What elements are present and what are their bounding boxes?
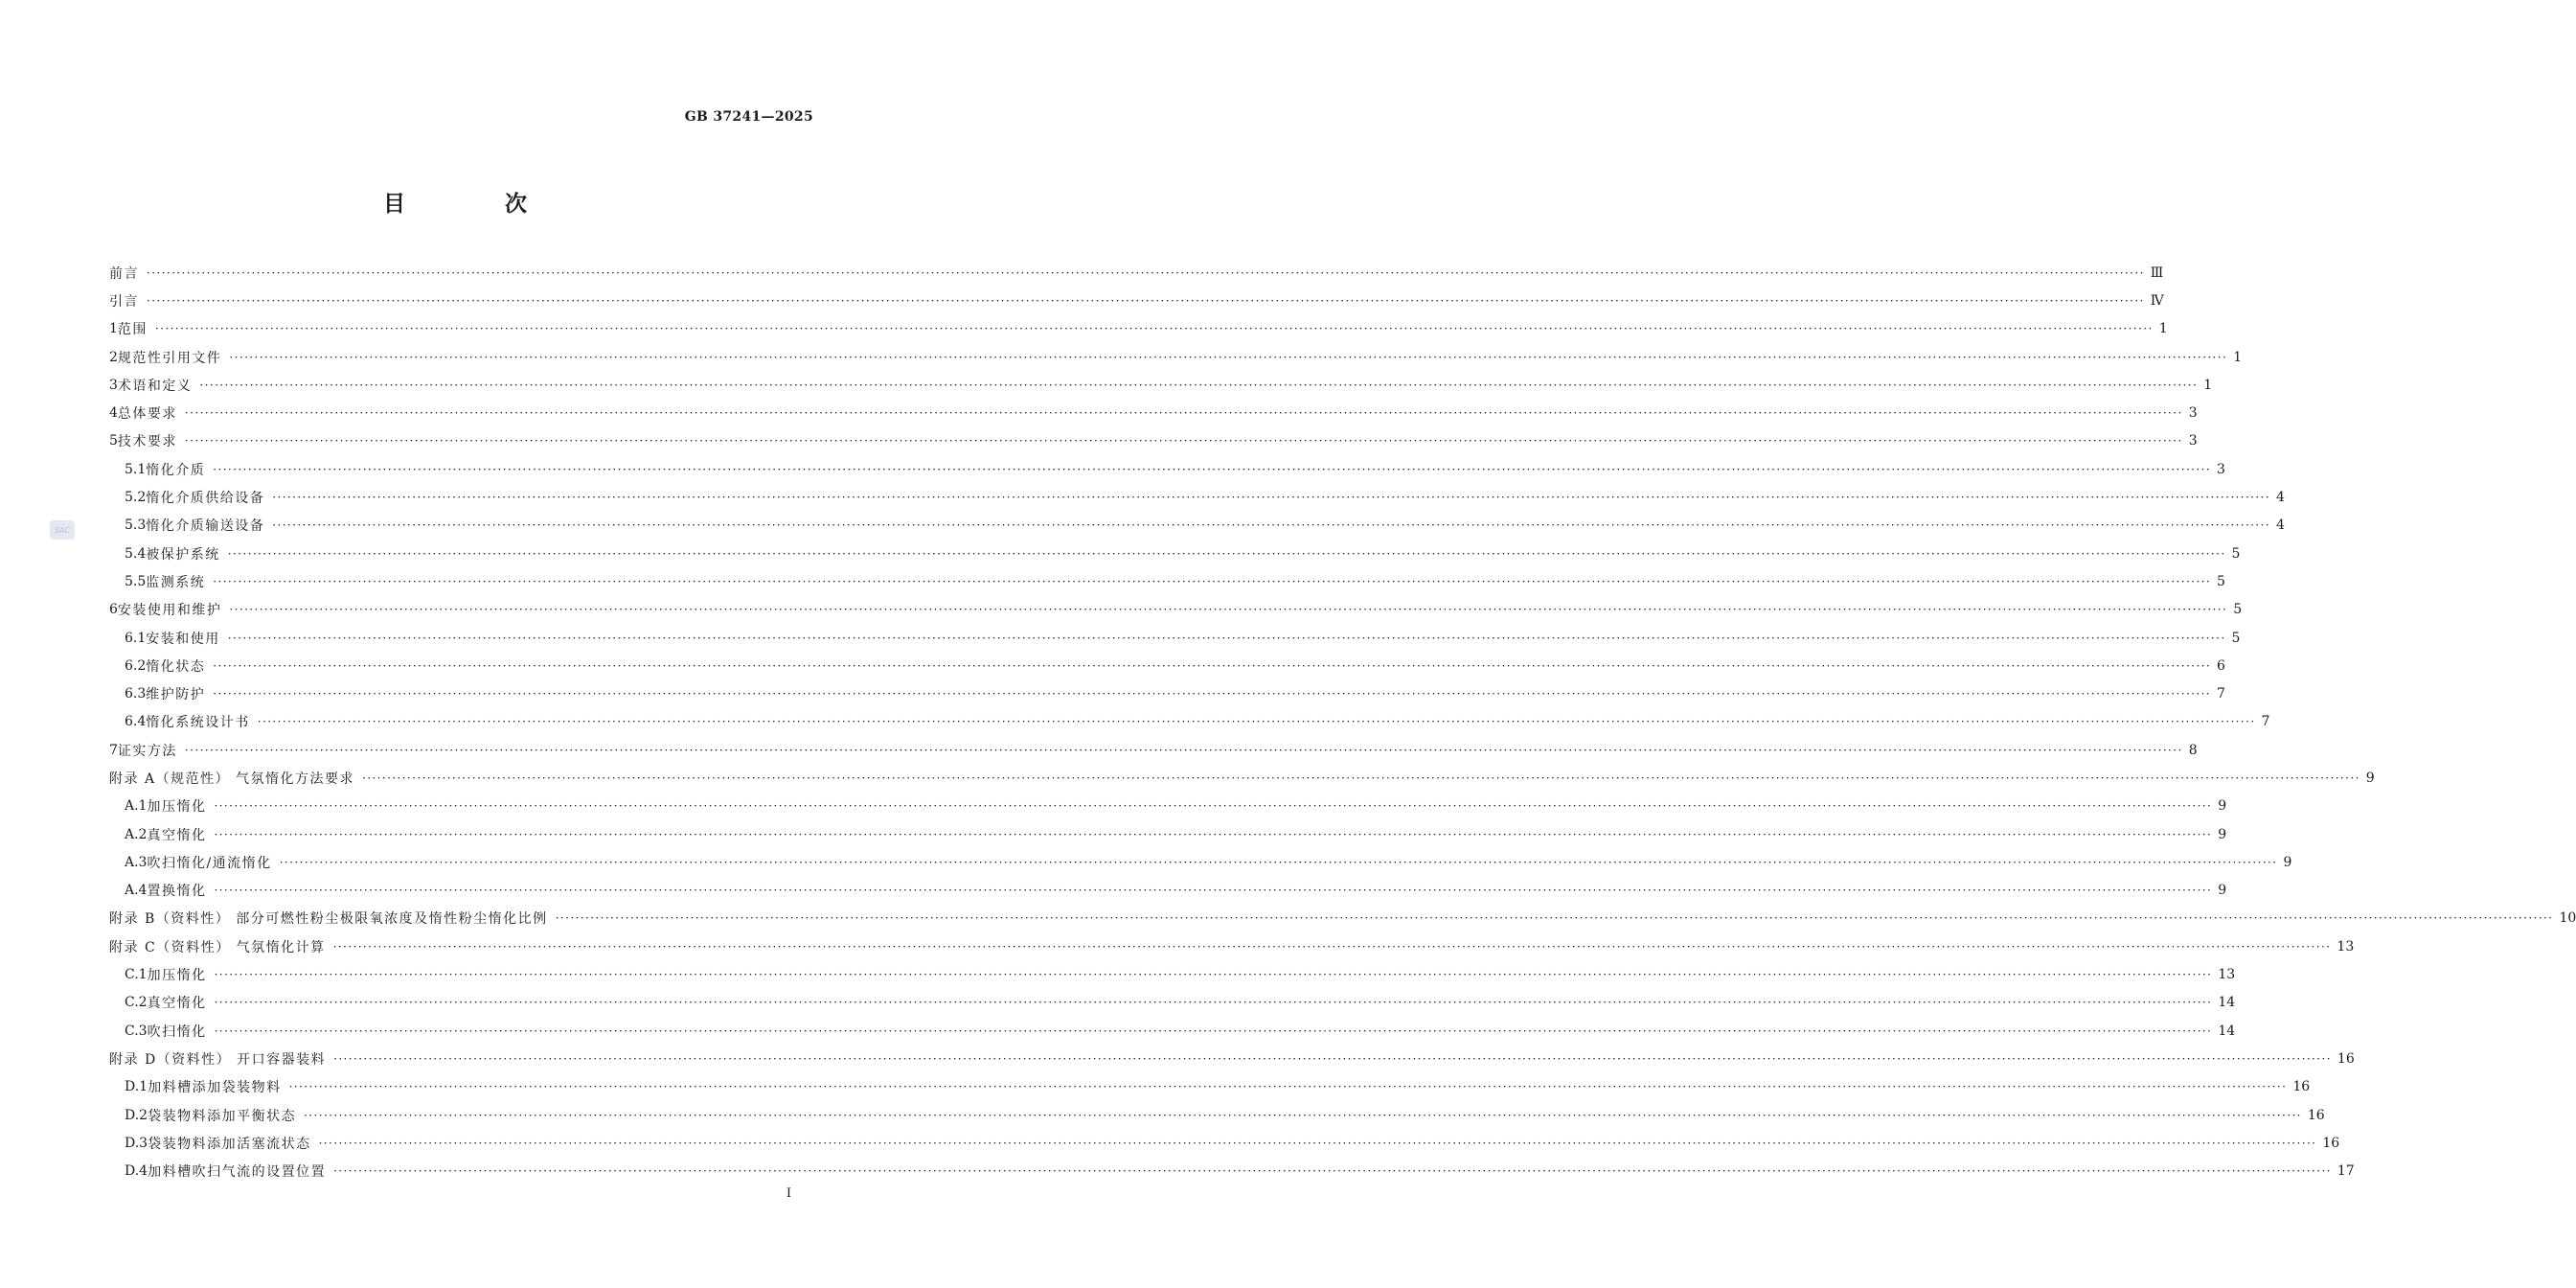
- toc-entry-label: 加压惰化: [147, 799, 207, 816]
- toc-entry[interactable]: [109, 652, 2225, 679]
- toc-entry[interactable]: [109, 399, 2198, 426]
- toc-entry-label: 置换惰化: [147, 884, 207, 900]
- toc-entry-number: D.4: [125, 1163, 148, 1180]
- toc-entry-label: 维护防护: [146, 687, 206, 703]
- toc-entry-label: 附录 C（资料性） 气氛惰化计算: [109, 939, 326, 955]
- toc-entry-label: 惰化介质供给设备: [146, 491, 265, 507]
- toc-entry-page: 16: [2337, 1050, 2355, 1067]
- toc-leader-dots: ················································································································································································································································································································································································································: [288, 1080, 2288, 1094]
- toc-entry[interactable]: [109, 820, 2227, 848]
- toc-leader-dots: ················································································································································································································································································································································································································: [333, 1164, 2332, 1179]
- toc-leader-dots: ················································································································································································································································································································································································································: [362, 770, 2360, 785]
- toc-entry-label: 惰化介质输送设备: [146, 518, 265, 535]
- toc-leader-dots: ················································································································································································································································································································································································································: [213, 462, 2212, 476]
- toc-entry-page: 7: [2261, 714, 2270, 730]
- toc-entry-number: 6: [109, 602, 118, 618]
- toc-entry-label: 真空惰化: [147, 827, 207, 843]
- toc-entry-page: 6: [2217, 657, 2225, 674]
- toc-entry[interactable]: [109, 1017, 2236, 1045]
- toc-entry-page: 3: [2188, 433, 2198, 449]
- toc-leader-dots: ················································································································································································································································································································································································································: [279, 855, 2278, 869]
- toc-leader-dots: ················································································································································································································································································································································································································: [154, 322, 2154, 336]
- toc-entry-label: 吹扫惰化/通流惰化: [147, 855, 272, 871]
- toc-entry[interactable]: [109, 315, 2168, 343]
- toc-entry-page: 16: [2307, 1107, 2325, 1123]
- toc-entry-number: 6.1: [125, 630, 147, 646]
- toc-entry-label: 惰化状态: [146, 658, 206, 675]
- toc-entry[interactable]: [109, 259, 2164, 287]
- toc-entry[interactable]: [109, 540, 2241, 567]
- toc-entry-label: 前言: [109, 265, 139, 282]
- toc-entry-page: 1: [2158, 321, 2168, 337]
- toc-leader-dots: ················································································································································································································································································································································································································: [229, 603, 2228, 617]
- toc-entry-label: 附录 D（资料性） 开口容器装料: [109, 1051, 327, 1068]
- toc-entry-label: 范围: [117, 322, 148, 338]
- toc-entry-page: 1: [2203, 377, 2213, 393]
- toc-leader-dots: ················································································································································································································································································································································································································: [227, 631, 2226, 645]
- toc-leader-dots: ················································································································································································································································································································································································································: [213, 658, 2212, 673]
- toc-entry[interactable]: [109, 287, 2164, 314]
- toc-entry-label: 技术要求: [117, 434, 177, 450]
- toc-leader-dots: ················································································································································································································································································································································································································: [333, 1051, 2332, 1066]
- toc-entry-number: D.1: [125, 1079, 148, 1095]
- toc-entry[interactable]: [109, 708, 2270, 736]
- toc-entry-label: 安装和使用: [146, 631, 220, 647]
- toc-entry-label: 真空惰化: [147, 996, 207, 1012]
- toc-entry-page: 5: [2231, 545, 2241, 562]
- toc-entry[interactable]: [109, 793, 2227, 820]
- toc-entry-page: 13: [2337, 938, 2355, 954]
- toc-entry-page: 9: [2218, 798, 2227, 815]
- toc-entry-page: 9: [2218, 883, 2227, 899]
- toc-entry-page: 5: [2231, 630, 2241, 646]
- toc-entry-label: 吹扫惰化: [147, 1024, 207, 1040]
- toc-entry-page: 16: [2292, 1079, 2311, 1095]
- toc-entry-number: 4: [109, 405, 118, 422]
- toc-entry-label: 附录 B（资料性） 部分可燃性粉尘极限氧浓度及惰性粉尘惰化比例: [109, 911, 548, 928]
- toc-entry-page: 7: [2217, 686, 2225, 702]
- toc-entry-page: 14: [2218, 995, 2236, 1011]
- toc-entry-page: 4: [2276, 518, 2285, 534]
- toc-leader-dots: ················································································································································································································································································································································································································: [214, 799, 2213, 814]
- toc-entry[interactable]: [109, 989, 2236, 1017]
- toc-entry-number: C.2: [125, 995, 148, 1011]
- toc-leader-dots: ················································································································································································································································································································································································································: [147, 265, 2145, 280]
- page-number: I: [786, 1186, 791, 1201]
- toc-entry-page: 3: [2188, 405, 2198, 422]
- toc-entry-label: 引言: [109, 293, 139, 310]
- toc-entry-label: 监测系统: [146, 574, 206, 590]
- toc-entry-number: A.4: [125, 883, 148, 899]
- toc-entry-label: 总体要求: [117, 406, 177, 423]
- toc-entry-number: 6.3: [125, 686, 147, 702]
- toc-entry-label: 术语和定义: [117, 378, 193, 394]
- toc-entry[interactable]: [109, 877, 2227, 905]
- toc-entry-label: 惰化系统设计书: [146, 715, 250, 731]
- toc-entry-page: 10: [2559, 910, 2576, 927]
- toc-entry[interactable]: [109, 1073, 2311, 1101]
- toc-leader-dots: ················································································································································································································································································································································································································: [147, 293, 2145, 308]
- toc-entry-label: 安装使用和维护: [117, 603, 222, 619]
- toc-entry-number: A.3: [125, 854, 148, 870]
- toc-entry[interactable]: [109, 371, 2213, 399]
- toc-entry-number: 2: [109, 349, 118, 365]
- toc-entry-page: Ⅳ: [2150, 292, 2164, 309]
- toc-leader-dots: ················································································································································································································································································································································································································: [213, 687, 2212, 702]
- toc-entry[interactable]: [109, 1101, 2325, 1129]
- toc-entry-number: 7: [109, 742, 118, 758]
- toc-entry[interactable]: [109, 848, 2292, 876]
- toc-entry-label: 袋装物料添加平衡状态: [148, 1108, 297, 1124]
- toc-entry[interactable]: [109, 427, 2198, 455]
- toc-leader-dots: ················································································································································································································································································································································································································: [272, 491, 2271, 505]
- toc-entry-page: 1: [2233, 349, 2243, 365]
- toc-entry-label: 附录 A（规范性） 气氛惰化方法要求: [109, 770, 355, 787]
- toc-entry-page: 13: [2218, 967, 2236, 983]
- toc-entry[interactable]: [109, 343, 2243, 371]
- toc-entry[interactable]: [109, 960, 2236, 988]
- toc-leader-dots: ················································································································································································································································································································································································································: [214, 827, 2213, 841]
- toc-entry-number: D.2: [125, 1107, 148, 1123]
- toc-entry-number: 5.3: [125, 518, 147, 534]
- toc-leader-dots: ················································································································································································································································································································································································································: [272, 518, 2271, 533]
- toc-leader-dots: ················································································································································································································································································································································································································: [214, 996, 2213, 1010]
- toc-entry-label: 规范性引用文件: [117, 350, 222, 366]
- toc-entry-label: 袋装物料添加活塞流状态: [148, 1136, 311, 1152]
- toc-entry-page: 16: [2322, 1135, 2340, 1151]
- toc-entry-label: 加料槽添加袋装物料: [148, 1080, 282, 1096]
- toc-entry-page: 17: [2337, 1163, 2355, 1180]
- toc-leader-dots: ················································································································································································································································································································································································································: [214, 1024, 2213, 1038]
- toc-entry-number: D.3: [125, 1135, 148, 1151]
- toc-entry-page: 9: [2218, 826, 2227, 842]
- sac-watermark-logo: SAC: [50, 520, 75, 540]
- toc-leader-dots: ················································································································································································································································································································································································································: [184, 434, 2183, 448]
- toc-entry-number: 6.4: [125, 714, 147, 730]
- toc-entry-page: 4: [2276, 490, 2285, 506]
- toc-entry-page: 5: [2233, 602, 2243, 618]
- toc-entry-label: 惰化介质: [146, 462, 206, 478]
- toc-entry[interactable]: [109, 596, 2243, 624]
- toc-entry-number: 6.2: [125, 657, 147, 674]
- toc-entry[interactable]: [109, 1045, 2355, 1072]
- toc-leader-dots: ················································································································································································································································································································································································································: [318, 1136, 2317, 1150]
- toc-entry-page: 3: [2217, 461, 2225, 477]
- toc-entry-number: 5.5: [125, 573, 147, 589]
- toc-leader-dots: ················································································································································································································································································································································································································: [304, 1108, 2302, 1122]
- toc-entry-label: 证实方法: [117, 743, 177, 759]
- toc-entry-number: 3: [109, 377, 118, 393]
- toc-leader-dots: ················································································································································································································································································································································································································: [555, 911, 2554, 926]
- toc-leader-dots: ················································································································································································································································································································································································································: [227, 546, 2226, 561]
- toc-entry-page: 5: [2217, 573, 2225, 589]
- toc-entry-number: C.3: [125, 1023, 148, 1039]
- table-of-contents: [109, 259, 2576, 1185]
- toc-entry[interactable]: [109, 512, 2285, 540]
- page-title: 目 次: [382, 191, 573, 217]
- toc-entry[interactable]: [109, 1158, 2355, 1185]
- toc-entry[interactable]: [109, 483, 2285, 511]
- toc-entry-label: 加压惰化: [147, 968, 207, 984]
- toc-entry-number: A.2: [125, 826, 148, 842]
- toc-leader-dots: ················································································································································································································································································································································································································: [214, 884, 2213, 898]
- toc-entry-number: C.1: [125, 967, 148, 983]
- toc-entry[interactable]: [109, 905, 2576, 932]
- toc-entry-page: 8: [2188, 742, 2198, 758]
- toc-leader-dots: ················································································································································································································································································································································································································: [229, 350, 2228, 364]
- toc-leader-dots: ················································································································································································································································································································································································································: [184, 406, 2183, 421]
- toc-entry-number: 5.1: [125, 461, 147, 477]
- toc-entry[interactable]: [109, 455, 2225, 483]
- toc-leader-dots: ················································································································································································································································································································································································································: [332, 939, 2332, 954]
- toc-entry-page: 9: [2365, 770, 2375, 786]
- standard-code: GB 37241—2025: [684, 109, 813, 125]
- toc-entry-number: A.1: [125, 798, 148, 815]
- toc-leader-dots: ················································································································································································································································································································································································································: [199, 378, 2199, 392]
- toc-leader-dots: ················································································································································································································································································································································································································: [184, 743, 2183, 757]
- toc-entry-label: 被保护系统: [146, 546, 220, 563]
- toc-entry[interactable]: [109, 567, 2225, 595]
- toc-leader-dots: ················································································································································································································································································································································································································: [257, 715, 2256, 729]
- toc-entry[interactable]: [109, 764, 2375, 792]
- toc-entry-page: Ⅲ: [2150, 264, 2164, 281]
- toc-entry-page: 14: [2218, 1023, 2236, 1039]
- toc-entry[interactable]: [109, 1129, 2340, 1157]
- toc-entry[interactable]: [109, 932, 2355, 960]
- toc-entry[interactable]: [109, 679, 2225, 707]
- toc-entry-number: 1: [109, 321, 118, 337]
- toc-entry-number: 5.2: [125, 490, 147, 506]
- toc-entry-label: 加料槽吹扫气流的设置位置: [148, 1164, 327, 1181]
- toc-entry-number: 5.4: [125, 545, 147, 562]
- toc-entry[interactable]: [109, 736, 2198, 764]
- toc-leader-dots: ················································································································································································································································································································································································································: [213, 574, 2212, 588]
- toc-entry[interactable]: [109, 624, 2241, 652]
- toc-entry-number: 5: [109, 433, 118, 449]
- toc-leader-dots: ················································································································································································································································································································································································································: [214, 968, 2213, 982]
- toc-entry-page: 9: [2283, 854, 2292, 870]
